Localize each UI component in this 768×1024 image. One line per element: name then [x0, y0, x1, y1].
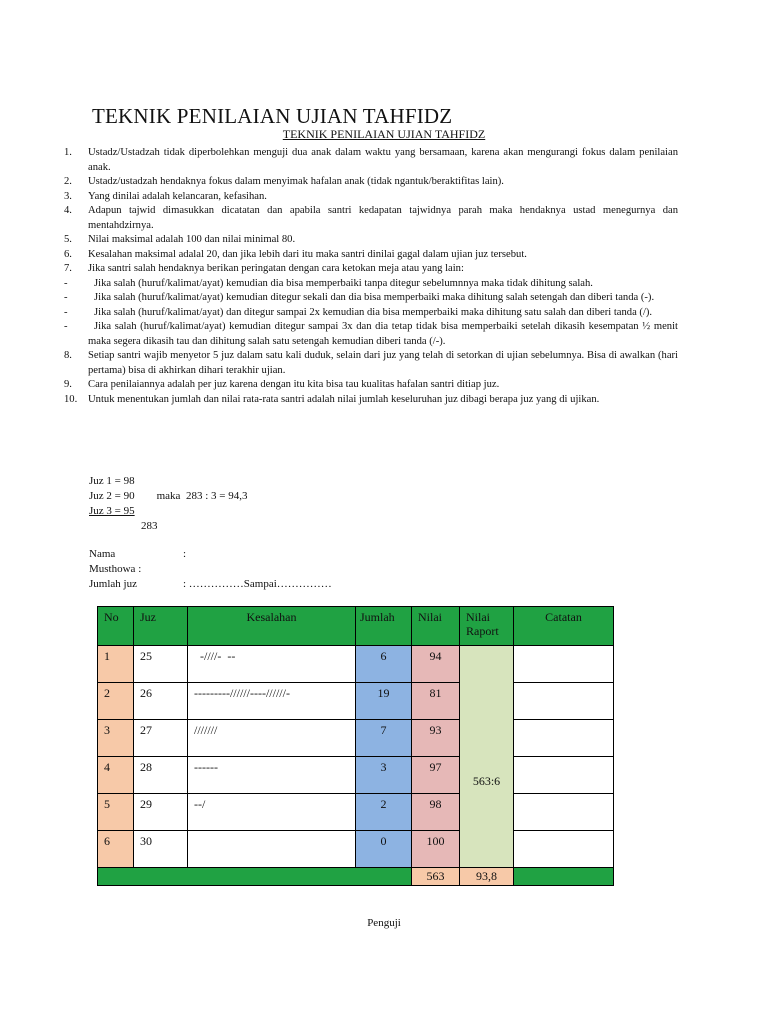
nama-value: :: [183, 548, 187, 560]
cell-juz: 29: [134, 794, 188, 831]
list-item: [64, 378, 678, 393]
table-body: [98, 646, 614, 868]
cell-nilai: 93: [412, 720, 460, 757]
cell-kesalahan: ---------//////----//////-: [188, 683, 356, 720]
cell-jumlah: 0: [356, 831, 412, 868]
jumlah-juz-row: [89, 577, 332, 592]
page-title: TEKNIK PENILAIAN UJIAN TAHFIDZ: [92, 104, 453, 128]
table-row: [98, 831, 614, 868]
list-marker: 7.: [64, 263, 72, 274]
rules-list: [64, 146, 678, 407]
raport-calc: 563:6: [472, 773, 501, 788]
cell-kesalahan: [188, 831, 356, 868]
list-item: [64, 291, 678, 306]
list-text: Setiap santri wajib menyetor 5 juz dalam satu kali duduk, selain dari juz yang telah di setorkan di ujian sebelumnya. Bisa di awalkan (hari pertama) bisa di akhirkan dihari terakhir ujian.: [88, 350, 678, 376]
cell-jumlah: 6: [356, 646, 412, 683]
jumlah-juz-value: : ……………Sampai……………: [183, 578, 332, 590]
list-item: [64, 146, 678, 175]
cell-catatan: [514, 683, 614, 720]
header-kesalahan: Kesalahan: [188, 607, 356, 646]
footer-average: 93,8: [460, 868, 514, 886]
cell-no: 1: [98, 646, 134, 683]
list-item: [64, 306, 678, 321]
cell-nilai: 97: [412, 757, 460, 794]
list-text: Jika salah (huruf/kalimat/ayat) kemudian ditegur sampai 3x dan dia tetap tidak bisa memperbaiki setelah dikasih kesempatan ½ menit maka segera dikasih tau dan dihitung salah satu setengah kemudian diberi tanda (/-).: [88, 321, 678, 347]
list-marker: 2.: [64, 176, 72, 187]
list-text: Jika salah (huruf/kalimat/ayat) dan ditegur sampai 2x kemudian dia bisa memperbaiki maka dihitung satu salah dan diberi tanda (/).: [94, 306, 653, 318]
cell-kesalahan: --/: [188, 794, 356, 831]
header-nilai: Nilai: [412, 607, 460, 646]
nama-row: [89, 547, 332, 562]
header-jumlah: Jumlah: [356, 607, 412, 646]
list-marker: 3.: [64, 190, 72, 202]
table-footer: [98, 868, 614, 886]
table-row: [98, 720, 614, 757]
list-text: Ustadz/Ustadzah tidak diperbolehkan menguji dua anak dalam waktu yang bersamaan, karena akan mengurangi fokus dalam penilaian anak.: [88, 147, 678, 173]
nama-label: Nama: [89, 548, 116, 560]
list-marker: -: [64, 277, 68, 289]
list-text: Nilai maksimal adalah 100 dan nilai minimal 80.: [88, 234, 296, 245]
list-marker: 10.: [64, 393, 78, 405]
list-text: Kesalahan maksimal adalal 20, dan jika lebih dari itu maka santri dinilai gagal dalam ujian juz tersebut.: [88, 248, 527, 260]
list-marker: -: [64, 292, 68, 303]
cell-no: 4: [98, 757, 134, 794]
cell-catatan: [514, 831, 614, 868]
list-item: [64, 233, 678, 248]
cell-no: 3: [98, 720, 134, 757]
cell-kesalahan: ------: [188, 757, 356, 794]
cell-jumlah: 2: [356, 794, 412, 831]
table-row: [98, 683, 614, 720]
cell-no: 6: [98, 831, 134, 868]
header-no: No: [98, 607, 134, 646]
cell-nilai-raport: [460, 646, 514, 868]
footer-filler-right: [514, 868, 614, 886]
list-text: Jika santri salah hendaknya berikan peringatan dengan cara ketokan meja atau yang lain:: [88, 263, 464, 274]
table-header: [98, 607, 614, 646]
list-text: Untuk menentukan jumlah dan nilai rata-rata santri adalah nilai jumlah keseluruhan juz dibagi berapa juz yang di ujikan.: [88, 393, 600, 405]
score-table: [97, 606, 614, 886]
list-item: [64, 175, 678, 190]
list-marker: -: [64, 321, 68, 332]
list-marker: 4.: [64, 205, 72, 216]
cell-no: 2: [98, 683, 134, 720]
list-marker: 5.: [64, 234, 72, 245]
cell-nilai: 100: [412, 831, 460, 868]
list-text: Adapun tajwid dimasukkan dicatatan dan apabila santri kedapatan tajwidnya parah maka hendaknya ustad menegurnya dan mentahdzirnya.: [88, 205, 678, 231]
cell-nilai: 98: [412, 794, 460, 831]
footer-filler: [98, 868, 412, 886]
list-marker: 1.: [64, 147, 72, 158]
cell-juz: 26: [134, 683, 188, 720]
cell-catatan: [514, 757, 614, 794]
musthowa-row: [89, 562, 332, 577]
list-item: [64, 277, 678, 292]
cell-nilai: 94: [412, 646, 460, 683]
calc-line-3: Juz 3 = 95: [89, 505, 135, 517]
list-marker: 6.: [64, 248, 72, 260]
cell-juz: 28: [134, 757, 188, 794]
footer-total: 563: [412, 868, 460, 886]
cell-kesalahan: -////- --: [188, 646, 356, 683]
cell-juz: 27: [134, 720, 188, 757]
cell-nilai: 81: [412, 683, 460, 720]
list-text: Jika salah (huruf/kalimat/ayat) kemudian ditegur sekali dan dia bisa memperbaiki maka dihitung salah setengah dan diberi tanda (-).: [94, 292, 655, 303]
cell-catatan: [514, 794, 614, 831]
jumlah-juz-label: Jumlah juz: [89, 578, 137, 590]
header-catatan: Catatan: [514, 607, 614, 646]
signature-label: Penguji: [367, 917, 401, 929]
calc-line-2: Juz 2 = 90 maka 283 : 3 = 94,3: [89, 490, 248, 502]
list-item: [64, 262, 678, 277]
musthowa-label: Musthowa :: [89, 563, 142, 575]
list-text: Jika salah (huruf/kalimat/ayat) kemudian dia bisa memperbaiki tanpa ditegur sebelumnnya maka tidak dihitung salah.: [94, 277, 593, 289]
header-nilai-raport: Nilai Raport: [460, 607, 514, 646]
list-item: [64, 320, 678, 349]
table-row: [98, 646, 614, 683]
page-subtitle: TEKNIK PENILAIAN UJIAN TAHFIDZ: [282, 127, 486, 141]
calc-total: 283: [141, 520, 158, 532]
calculation-example: [89, 474, 247, 534]
calc-line-1: Juz 1 = 98: [89, 475, 135, 487]
student-info: [89, 547, 332, 592]
list-item: [64, 349, 678, 378]
cell-jumlah: 7: [356, 720, 412, 757]
list-marker: 9.: [64, 379, 72, 390]
list-item: [64, 204, 678, 233]
table-row: [98, 794, 614, 831]
list-item: [64, 393, 678, 408]
list-item: [64, 248, 678, 263]
header-juz: Juz: [134, 607, 188, 646]
list-marker: 8.: [64, 350, 72, 361]
cell-jumlah: 3: [356, 757, 412, 794]
table-row: [98, 757, 614, 794]
list-text: Ustadz/ustadzah hendaknya fokus dalam menyimak hafalan anak (tidak ngantuk/beraktifitas lain).: [88, 176, 504, 187]
list-text: Cara penilaiannya adalah per juz karena dengan itu kita bisa tau kualitas hafalan santri ditiap juz.: [88, 379, 500, 390]
list-text: Yang dinilai adalah kelancaran, kefasihan.: [88, 190, 267, 202]
cell-catatan: [514, 646, 614, 683]
cell-catatan: [514, 720, 614, 757]
cell-jumlah: 19: [356, 683, 412, 720]
cell-kesalahan: ///////: [188, 720, 356, 757]
list-marker: -: [64, 306, 68, 318]
cell-juz: 25: [134, 646, 188, 683]
list-item: [64, 190, 678, 205]
cell-no: 5: [98, 794, 134, 831]
cell-juz: 30: [134, 831, 188, 868]
